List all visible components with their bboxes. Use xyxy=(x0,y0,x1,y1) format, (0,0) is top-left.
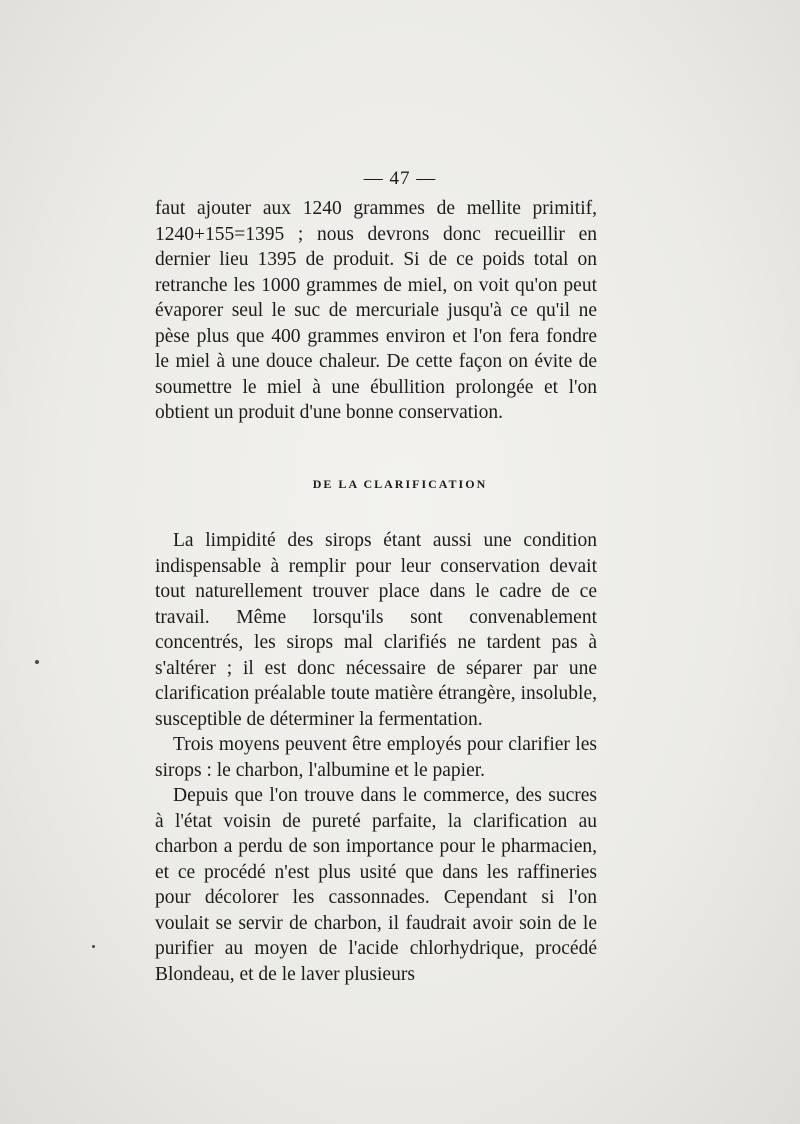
ink-speck xyxy=(92,945,95,948)
section-heading: DE LA CLARIFICATION xyxy=(312,477,488,491)
paragraph: faut ajouter aux 1240 grammes de mellite primitif, 1240+155=1395 ; nous devrons donc recueillir en dernier lieu 1395 de produit. Si de ce poids total on retranche les 1000 grammes de miel, on voit qu'on peut évaporer seul le suc de mercuriale jusqu'à ce qu'il ne pèse plus que 400 grammes environ et l'on fera fondre le miel à une douce chaleur. De cette façon on évite de soumettre le miel à une ébullition prolongée et l'on obtient un produit d'une bonne conservation. xyxy=(155,198,597,423)
opening-paragraph xyxy=(155,196,597,426)
page-number: — 47 — xyxy=(363,168,437,189)
paragraph: Depuis que l'on trouve dans le commerce, des sucres à l'état voisin de pureté parfaite, la clarification au charbon a perdu de son importance pour le pharmacien, et ce procédé n'est plus usité que dans les raffineries pour décolorer les cassonnades. Cependant si l'on voulait se servir de charbon, il faudrait avoir soin de le purifier au moyen de l'acide chlorhydrique, procédé Blondeau, et de le laver plusieurs xyxy=(155,785,597,985)
section-body xyxy=(155,528,597,987)
paragraph: Trois moyens peuvent être employés pour clarifier les sirops : le charbon, l'albumine et le papier. xyxy=(155,734,597,781)
paragraph: La limpidité des sirops étant aussi une condition indispensable à remplir pour leur conservation devait tout naturellement trouver place dans le cadre de ce travail. Même lorsqu'ils sont convenablement concentrés, les sirops mal clarifiés ne tardent pas à s'altérer ; il est donc nécessaire de séparer par une clarification préalable toute matière étrangère, insoluble, susceptible de déterminer la fermentation. xyxy=(155,530,597,730)
ink-speck xyxy=(35,660,39,664)
